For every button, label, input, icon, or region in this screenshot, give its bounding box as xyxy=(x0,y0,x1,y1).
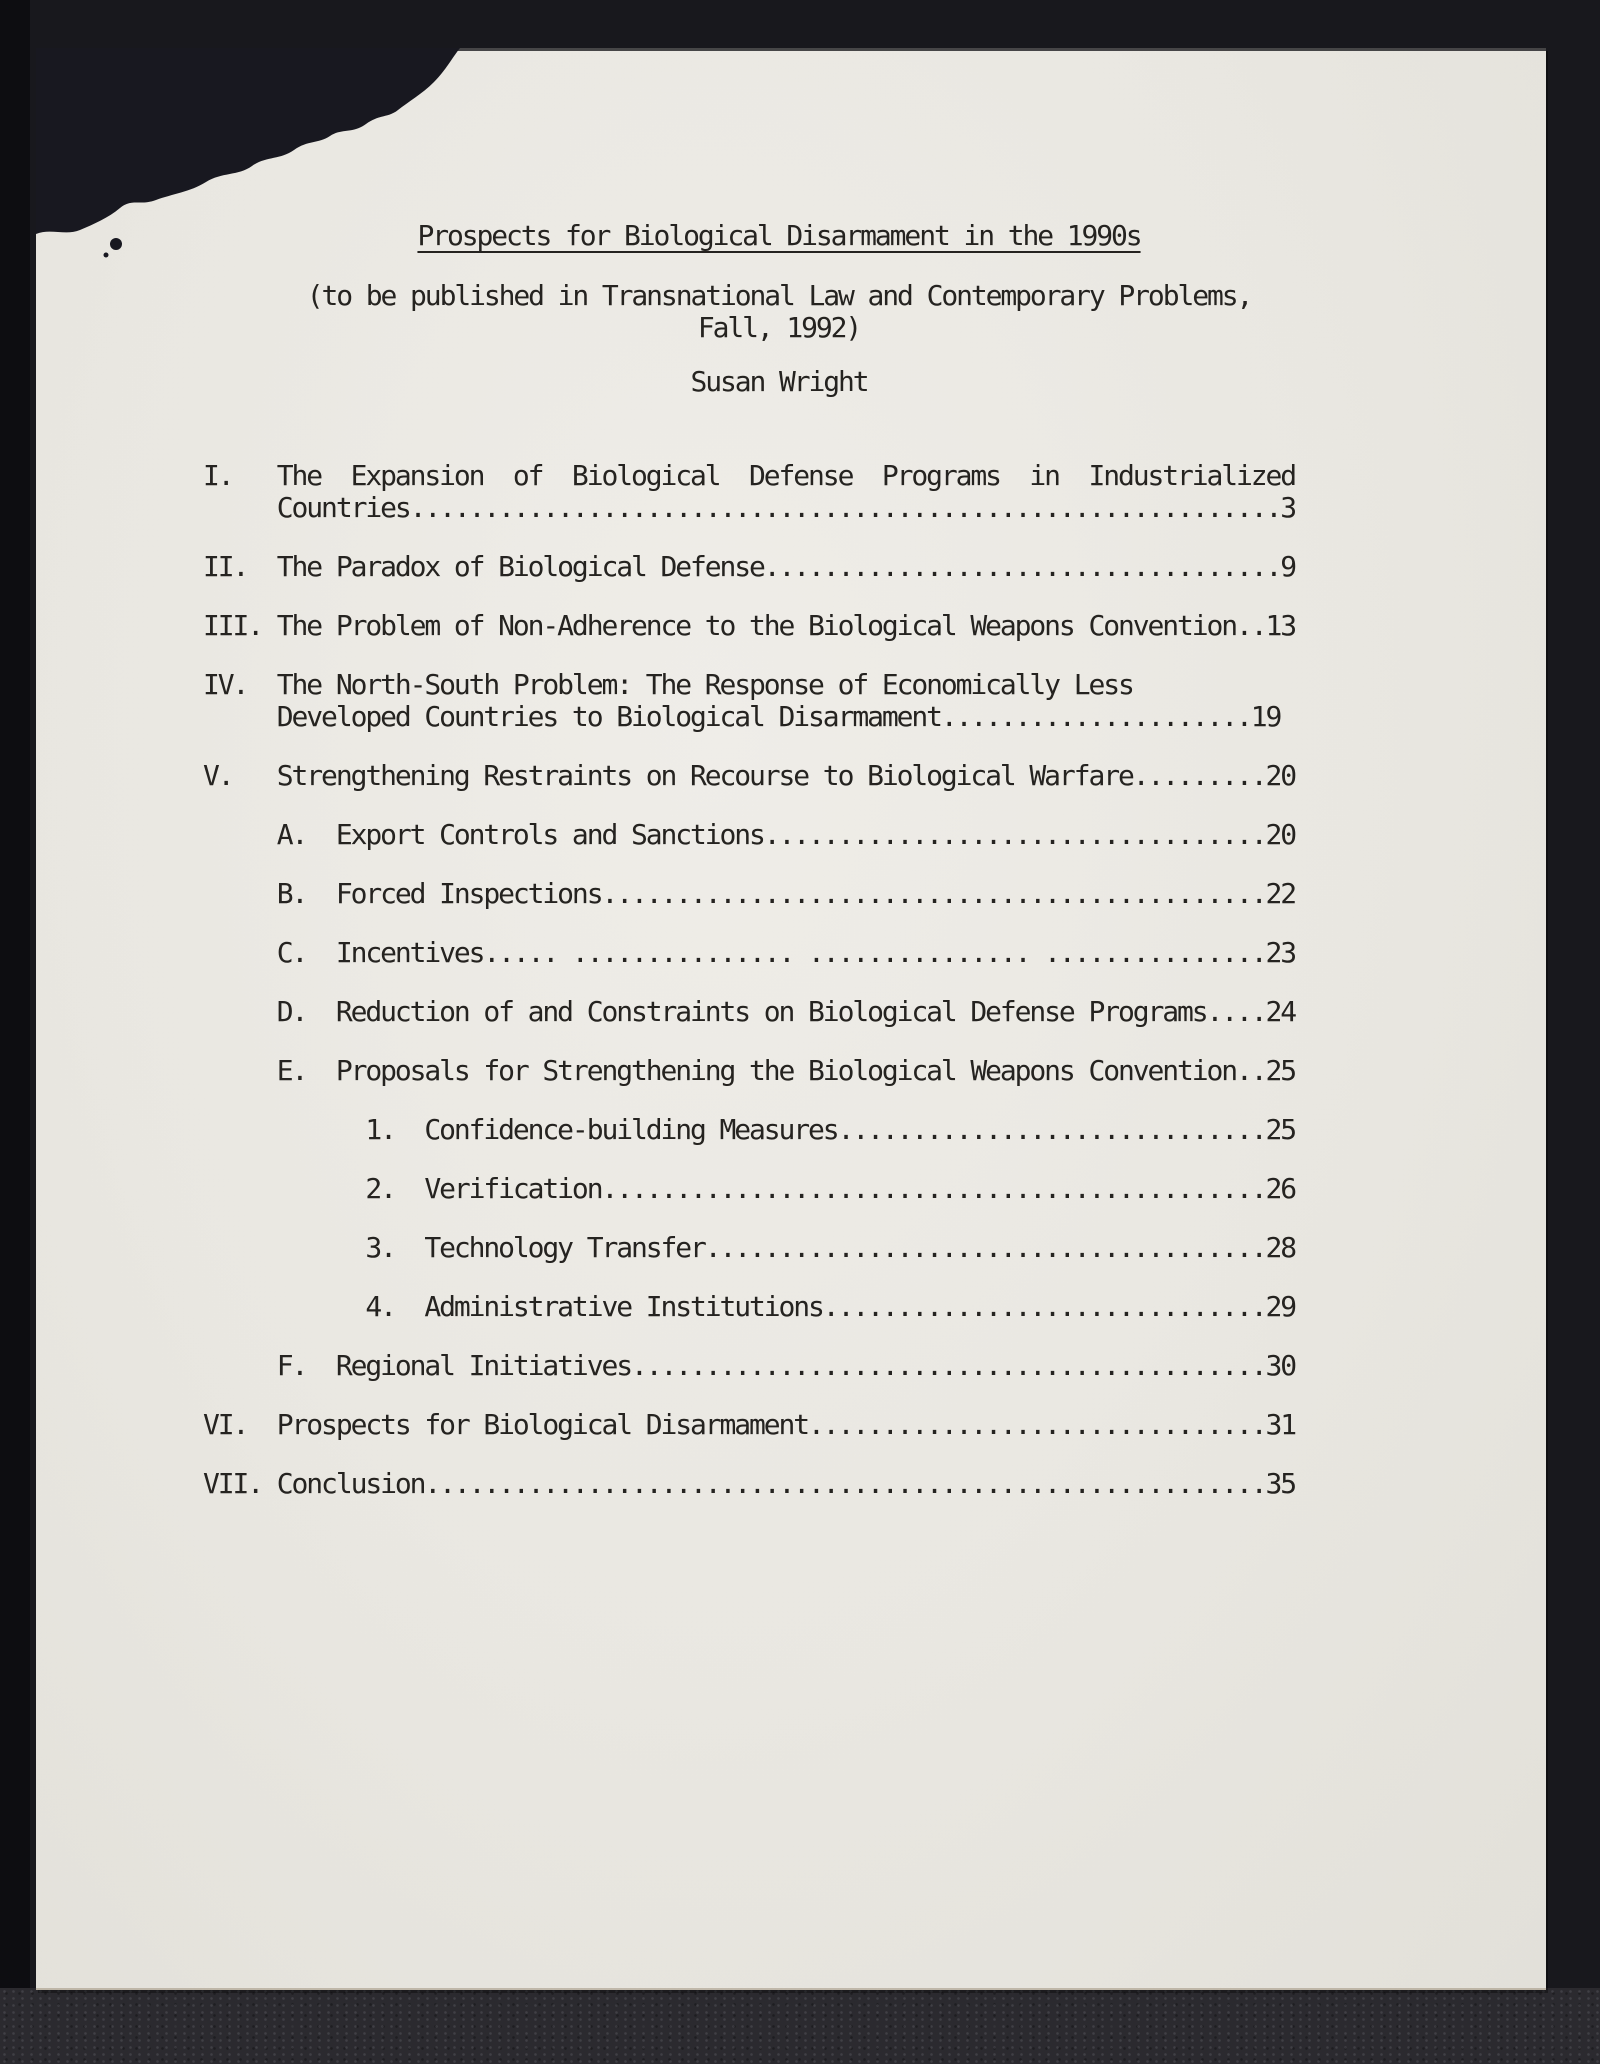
table-of-contents xyxy=(203,460,1295,1500)
journal-name: Transnational Law and Contemporary Problems xyxy=(601,279,1237,312)
scan-background-bottom-band xyxy=(0,1988,1600,2064)
toc-line-VI: VI. Prospects for Biological Disarmament...............................31 xyxy=(203,1408,1296,1441)
toc-line-D: D. Reduction of and Constraints on Biological Defense Programs....24 xyxy=(203,995,1296,1028)
punch-hole xyxy=(110,238,122,250)
publication-note-line2: Fall, 1992) xyxy=(697,311,861,344)
toc-line-F: F. Regional Initiatives...........................................30 xyxy=(203,1349,1296,1382)
toc-line-E4: 4. Administrative Institutions..............................29 xyxy=(203,1290,1296,1323)
toc-line-I-2: Countries...........................................................3 xyxy=(203,491,1296,524)
toc-line-E3: 3. Technology Transfer......................................28 xyxy=(203,1231,1296,1264)
toc-line-IV-2: Developed Countries to Biological Disarmament.....................19 xyxy=(203,700,1281,733)
toc-line-C: C. Incentives..... ............... ............... ...............23 xyxy=(203,936,1296,969)
toc-line-VII: VII. Conclusion.........................................................35 xyxy=(203,1467,1296,1500)
publication-note-suffix: , xyxy=(1236,279,1252,312)
document-title-text: Prospects for Biological Disarmament in the 1990s xyxy=(417,219,1141,252)
toc-line-E2: 2. Verification.............................................26 xyxy=(203,1172,1296,1205)
scan-background-left-strip xyxy=(0,0,30,2064)
toc-line-III: III. The Problem of Non-Adherence to the Biological Weapons Convention..13 xyxy=(203,609,1296,642)
author: Susan Wright xyxy=(690,365,868,398)
toc-line-I-1: I. The Expansion of Biological Defense Programs in Industrialized xyxy=(203,459,1296,492)
toc-line-II: II. The Paradox of Biological Defense...................................9 xyxy=(203,550,1296,583)
publication-note-line1 xyxy=(233,280,1325,312)
document-title xyxy=(233,220,1325,252)
toc-line-V: V. Strengthening Restraints on Recourse to Biological Warfare.........20 xyxy=(203,759,1296,792)
toc-line-B: B. Forced Inspections.............................................22 xyxy=(203,877,1296,910)
toc-line-IV-1: IV. The North-South Problem: The Response of Economically Less xyxy=(203,668,1133,701)
publication-note-prefix: (to be published in xyxy=(306,279,602,312)
toc-line-E: E. Proposals for Strengthening the Biological Weapons Convention..25 xyxy=(203,1054,1296,1087)
publication-note xyxy=(233,280,1325,344)
toc-line-A: A. Export Controls and Sanctions..................................20 xyxy=(203,818,1296,851)
toc-line-E1: 1. Confidence-building Measures.............................25 xyxy=(203,1113,1296,1146)
scanned-page xyxy=(36,48,1546,1990)
